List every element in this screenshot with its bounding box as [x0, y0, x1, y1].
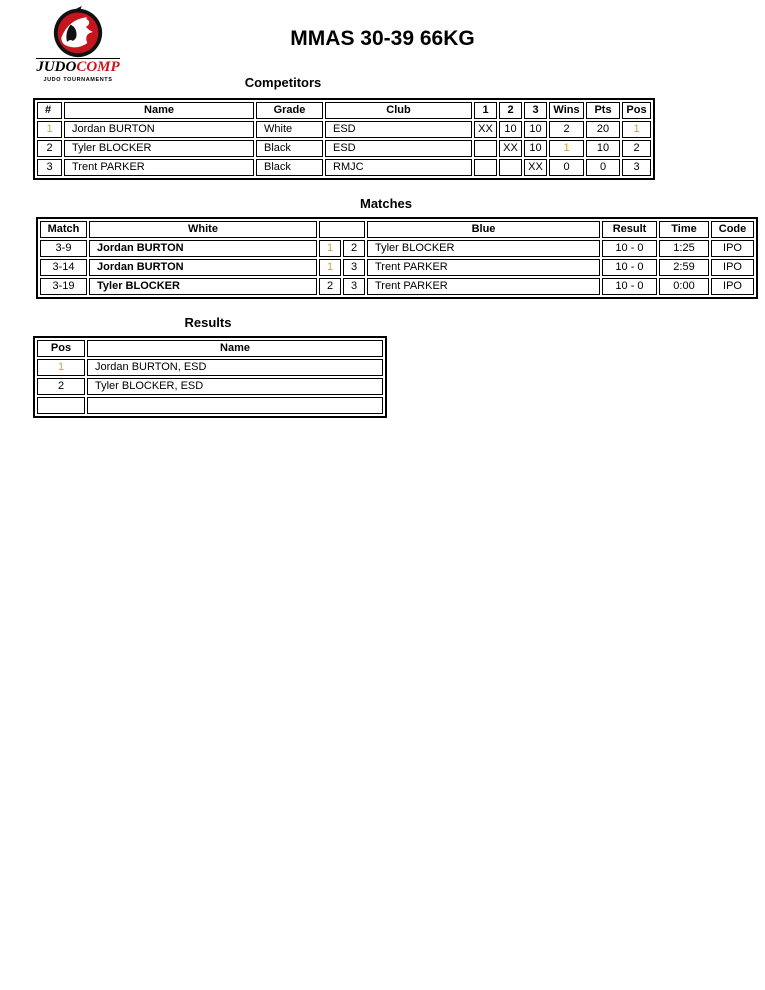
col-wins: Wins	[549, 102, 584, 119]
col-grade: Grade	[256, 102, 323, 119]
results-heading: Results	[184, 315, 232, 330]
number-cell: 1	[37, 121, 62, 138]
matches-table	[36, 217, 758, 299]
round3-cell: 10	[524, 121, 547, 138]
brand-judo: JUDO	[36, 59, 77, 75]
result-cell: 10 - 0	[602, 240, 657, 257]
time-cell: 0:00	[659, 278, 709, 295]
col-pts: Pts	[586, 102, 620, 119]
col-name: Name	[64, 102, 254, 119]
results-header-row	[37, 340, 383, 357]
table-row	[37, 140, 651, 157]
blue-number-cell: 2	[343, 240, 365, 257]
col-match: Match	[40, 221, 87, 238]
result-cell: 10 - 0	[602, 278, 657, 295]
blue-number-cell: 3	[343, 278, 365, 295]
pos-cell: 2	[622, 140, 651, 157]
brand-tagline: JUDO TOURNAMENTS	[43, 77, 113, 83]
name-cell	[87, 397, 383, 414]
wins-cell: 1	[549, 140, 584, 157]
page-title: MMAS 30-39 66KG	[290, 27, 475, 50]
table-row	[37, 121, 651, 138]
grade-cell: Black	[256, 159, 323, 176]
pts-cell: 0	[586, 159, 620, 176]
name-cell: Tyler BLOCKER, ESD	[87, 378, 383, 395]
table-row	[37, 378, 383, 395]
matches-header-row	[40, 221, 754, 238]
col-pos: Pos	[622, 102, 651, 119]
pos-cell: 3	[622, 159, 651, 176]
name-cell: Jordan BURTON, ESD	[87, 359, 383, 376]
code-cell: IPO	[711, 240, 754, 257]
col-white: White	[89, 221, 317, 238]
club-cell: ESD	[325, 121, 472, 138]
table-row	[37, 359, 383, 376]
wins-cell: 0	[549, 159, 584, 176]
col-result: Result	[602, 221, 657, 238]
matches-heading: Matches	[359, 196, 413, 211]
pos-cell	[37, 397, 85, 414]
competitors-table	[33, 98, 655, 180]
round1-cell	[474, 159, 497, 176]
competitors-header-row	[37, 102, 651, 119]
blue-name-cell: Trent PARKER	[367, 278, 600, 295]
table-row	[37, 159, 651, 176]
table-row	[40, 240, 754, 257]
pos-cell: 1	[37, 359, 85, 376]
match-id-cell: 3-14	[40, 259, 87, 276]
col-time: Time	[659, 221, 709, 238]
blue-name-cell: Trent PARKER	[367, 259, 600, 276]
brand-text	[36, 58, 119, 74]
col-competitor-numbers	[319, 221, 365, 238]
match-id-cell: 3-19	[40, 278, 87, 295]
pos-cell: 2	[37, 378, 85, 395]
pts-cell: 20	[586, 121, 620, 138]
number-cell: 2	[37, 140, 62, 157]
number-cell: 3	[37, 159, 62, 176]
table-row	[40, 278, 754, 295]
round2-cell	[499, 159, 522, 176]
match-id-cell: 3-9	[40, 240, 87, 257]
col-round3: 3	[524, 102, 547, 119]
name-cell: Tyler BLOCKER	[64, 140, 254, 157]
table-row	[40, 259, 754, 276]
round2-cell: XX	[499, 140, 522, 157]
col-code: Code	[711, 221, 754, 238]
col-name: Name	[87, 340, 383, 357]
pts-cell: 10	[586, 140, 620, 157]
name-cell: Jordan BURTON	[64, 121, 254, 138]
club-cell: ESD	[325, 140, 472, 157]
col-club: Club	[325, 102, 472, 119]
brand-comp: COMP	[76, 59, 120, 75]
result-cell: 10 - 0	[602, 259, 657, 276]
col-pos: Pos	[37, 340, 85, 357]
grade-cell: White	[256, 121, 323, 138]
time-cell: 2:59	[659, 259, 709, 276]
code-cell: IPO	[711, 278, 754, 295]
white-number-cell: 1	[319, 259, 341, 276]
white-name-cell: Tyler BLOCKER	[89, 278, 317, 295]
name-cell: Trent PARKER	[64, 159, 254, 176]
code-cell: IPO	[711, 259, 754, 276]
col-number: #	[37, 102, 62, 119]
col-round2: 2	[499, 102, 522, 119]
wins-cell: 2	[549, 121, 584, 138]
round3-cell: XX	[524, 159, 547, 176]
club-cell: RMJC	[325, 159, 472, 176]
competitors-heading: Competitors	[244, 75, 322, 90]
grade-cell: Black	[256, 140, 323, 157]
white-number-cell: 1	[319, 240, 341, 257]
results-table	[33, 336, 387, 418]
round2-cell: 10	[499, 121, 522, 138]
white-name-cell: Jordan BURTON	[89, 259, 317, 276]
round3-cell: 10	[524, 140, 547, 157]
time-cell: 1:25	[659, 240, 709, 257]
white-name-cell: Jordan BURTON	[89, 240, 317, 257]
blue-name-cell: Tyler BLOCKER	[367, 240, 600, 257]
round1-cell	[474, 140, 497, 157]
pos-cell: 1	[622, 121, 651, 138]
round1-cell: XX	[474, 121, 497, 138]
white-number-cell: 2	[319, 278, 341, 295]
col-blue: Blue	[367, 221, 600, 238]
table-row	[37, 397, 383, 414]
col-round1: 1	[474, 102, 497, 119]
blue-number-cell: 3	[343, 259, 365, 276]
